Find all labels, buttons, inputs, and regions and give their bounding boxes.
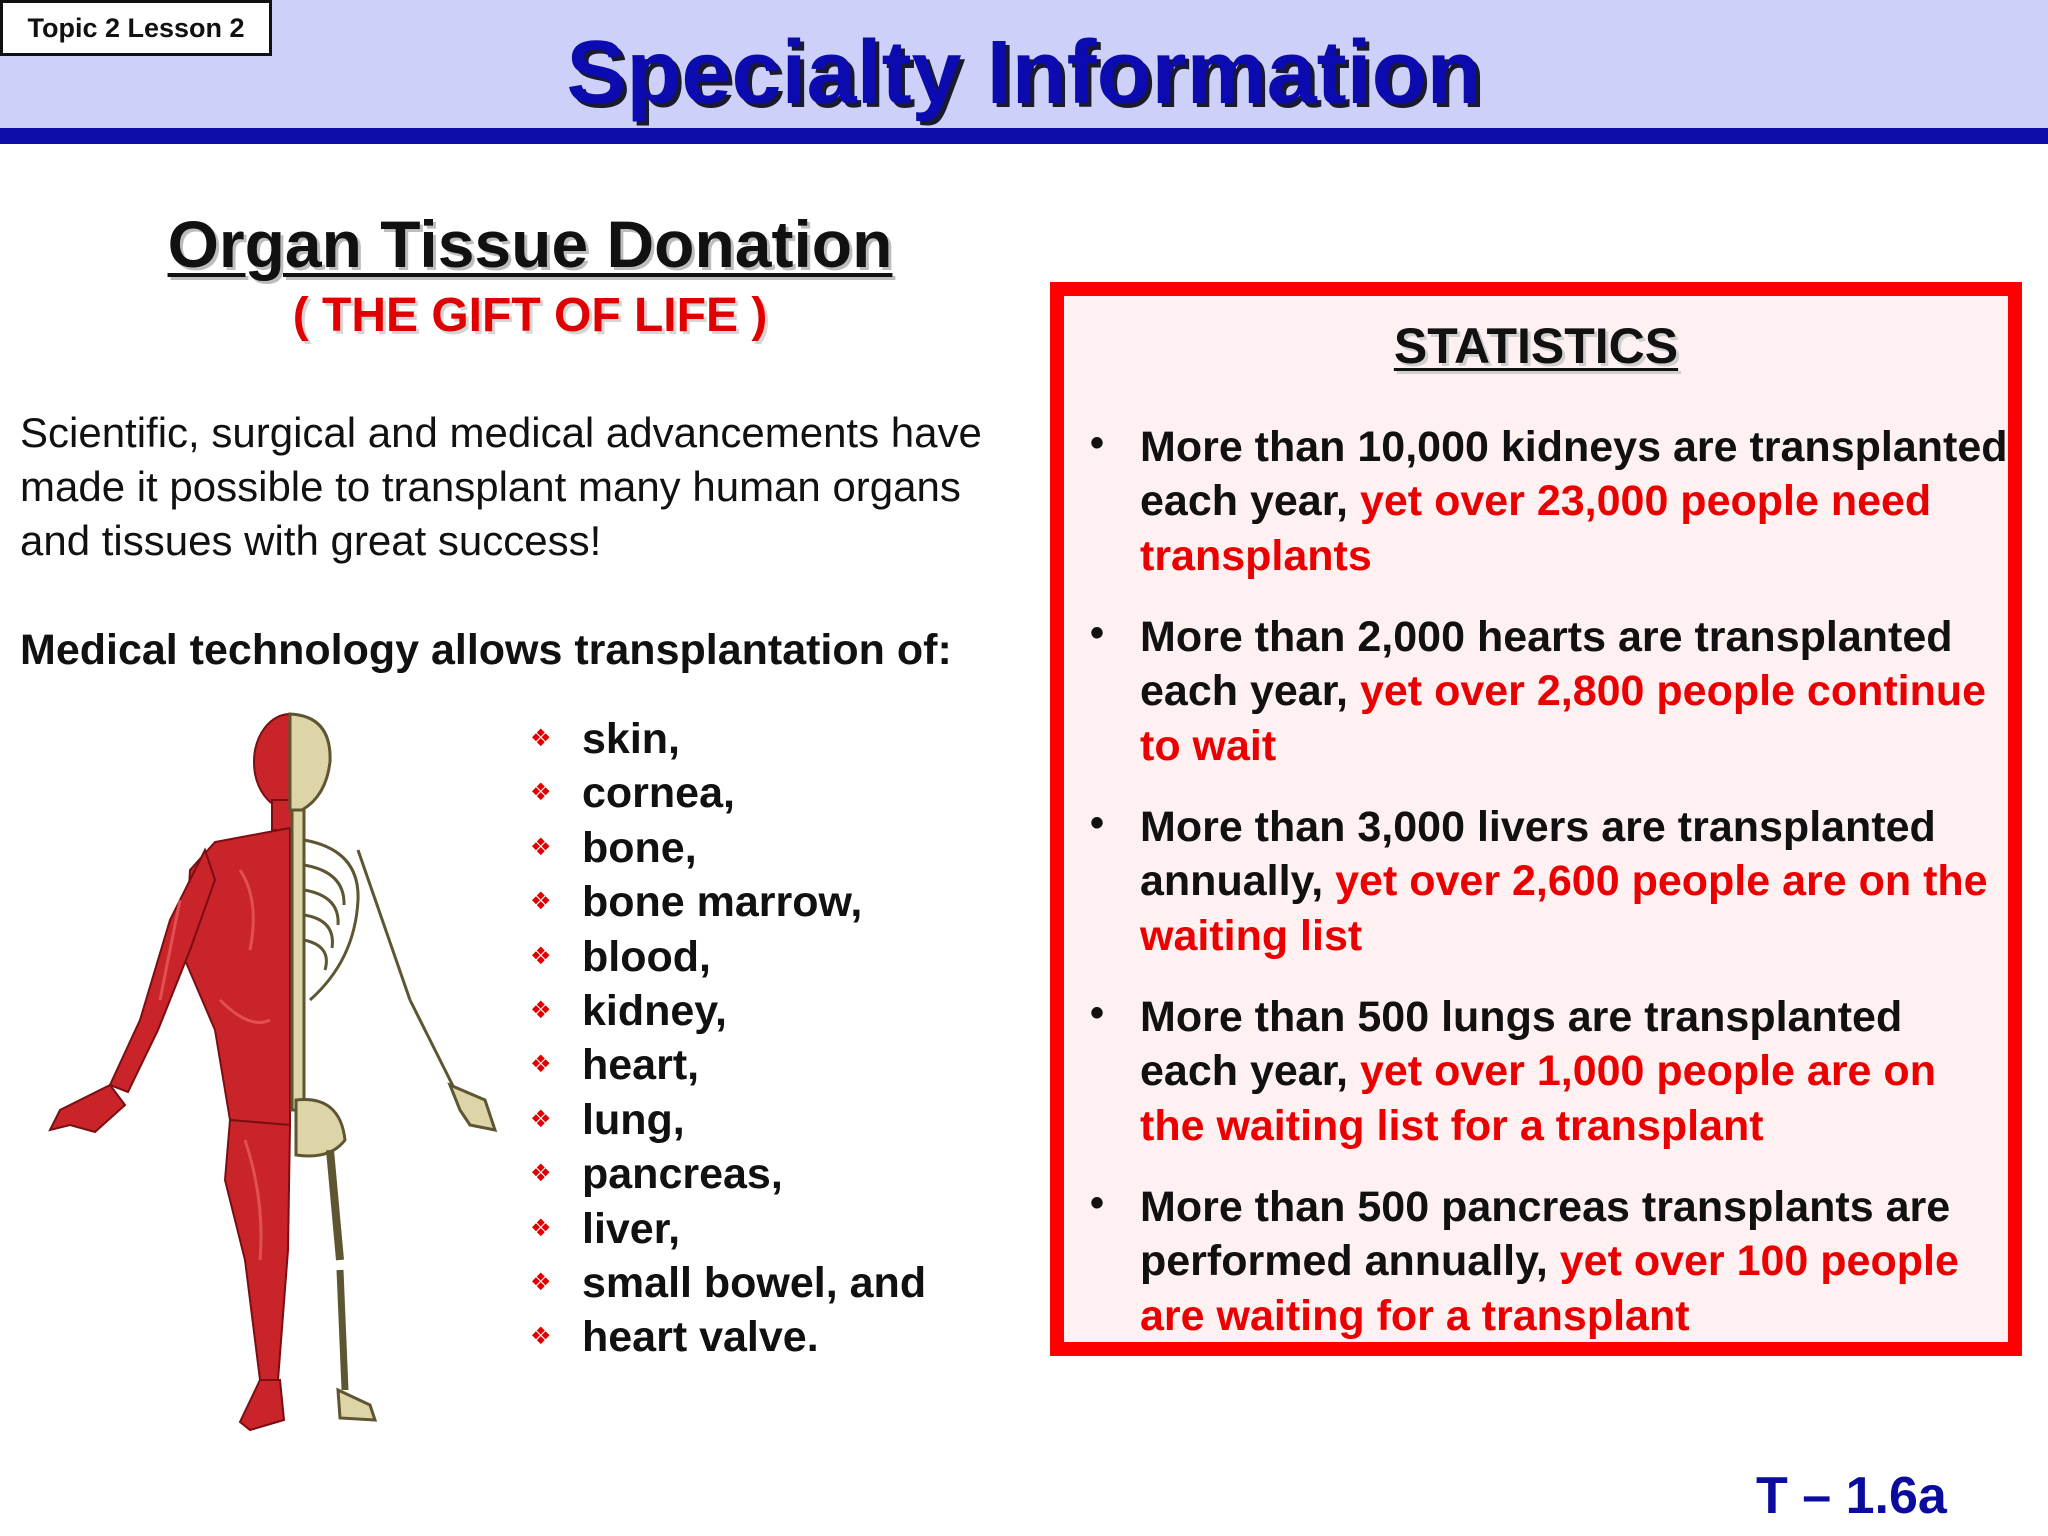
statistic-item [1080,990,2010,1180]
statistic-item [1080,1180,2010,1370]
bullet-icon: • [1090,1181,1105,1225]
organ-label: heart valve. [582,1313,819,1362]
diamond-bullet-icon: ❖ [530,1160,552,1188]
slide-number: T – 1.6a [1756,1467,1947,1525]
diamond-bullet-icon: ❖ [530,888,552,916]
organ-label: liver, [582,1204,681,1253]
organ-label: cornea, [582,769,735,818]
bullet-icon: • [1090,611,1105,655]
diamond-bullet-icon: ❖ [530,833,552,861]
transplant-list-heading: Medical technology allows transplantation of: [20,626,952,674]
diamond-bullet-icon: ❖ [530,1268,552,1296]
intro-paragraph: Scientific, surgical and medical advancements have made it possible to transplant many human organs and tissues with great success! [20,409,982,564]
skeleton-half [290,714,495,1420]
statistic-text: More than 2,000 hearts are transplanted each year, [1140,613,1953,716]
diamond-bullet-icon: ❖ [530,1323,552,1351]
slide-title: Specialty Information [566,23,1482,123]
statistic-text: More than 3,000 livers are transplanted annually, [1140,803,1936,906]
topic-tag: Topic 2 Lesson 2 [0,0,272,56]
statistic-item [1080,800,2010,990]
section-title: Organ Tissue Donation [167,207,893,281]
list-item [530,1310,1010,1364]
organ-label: lung, [582,1095,685,1144]
list-item [530,984,1010,1038]
statistic-text: More than 500 lungs are transplanted each year, [1140,993,1903,1096]
statistics-heading: STATISTICS [1393,318,1679,374]
list-item [530,1038,1010,1092]
section-subtitle: ( THE GIFT OF LIFE ) [292,289,768,342]
bullet-icon: • [1090,421,1105,465]
organ-list [530,712,1010,1365]
statistic-item [1080,610,2010,800]
human-anatomy-illustration [40,700,540,1480]
list-item [530,1093,1010,1147]
statistic-highlight: yet over 100 people are waiting for a transplant [1140,1237,1959,1340]
list-item [530,875,1010,929]
organ-label: small bowel, and [582,1258,927,1307]
list-item [530,821,1010,875]
bullet-icon: • [1090,991,1105,1035]
bullet-icon: • [1090,801,1105,845]
header-banner [0,0,2048,144]
diamond-bullet-icon: ❖ [530,725,552,752]
organ-label: heart, [582,1041,700,1090]
statistic-highlight: yet over 2,600 people are on the waiting list [1140,857,1988,960]
statistic-highlight: yet over 23,000 people need transplants [1140,477,1932,580]
list-item [530,766,1010,820]
list-item [530,1256,1010,1310]
statistic-highlight: yet over 1,000 people are on the waiting list for a transplant [1140,1047,1936,1150]
diamond-bullet-icon: ❖ [530,779,552,807]
statistic-highlight: yet over 2,800 people continue to wait [1140,667,1987,770]
muscle-half [50,714,326,1430]
list-item [530,1202,1010,1256]
diamond-bullet-icon: ❖ [530,1214,552,1242]
list-item [530,930,1010,984]
diamond-bullet-icon: ❖ [530,942,552,970]
diamond-bullet-icon: ❖ [530,996,552,1024]
statistic-item [1080,420,2010,610]
statistic-text: More than 500 pancreas transplants are performed annually, [1140,1183,1951,1286]
list-item [530,1147,1010,1201]
organ-label: pancreas, [582,1150,783,1199]
list-item [530,712,1010,766]
organ-label: bone, [582,823,697,872]
diamond-bullet-icon: ❖ [530,1105,552,1133]
statistics-panel [1050,282,2022,1356]
organ-label: skin, [582,715,680,763]
diamond-bullet-icon: ❖ [530,1051,552,1079]
statistics-list [1080,420,2010,1370]
statistic-text: More than 10,000 kidneys are transplanted each year, [1140,423,2008,526]
organ-label: kidney, [582,986,727,1035]
organ-label: bone marrow, [582,878,863,927]
organ-label: blood, [582,932,711,981]
